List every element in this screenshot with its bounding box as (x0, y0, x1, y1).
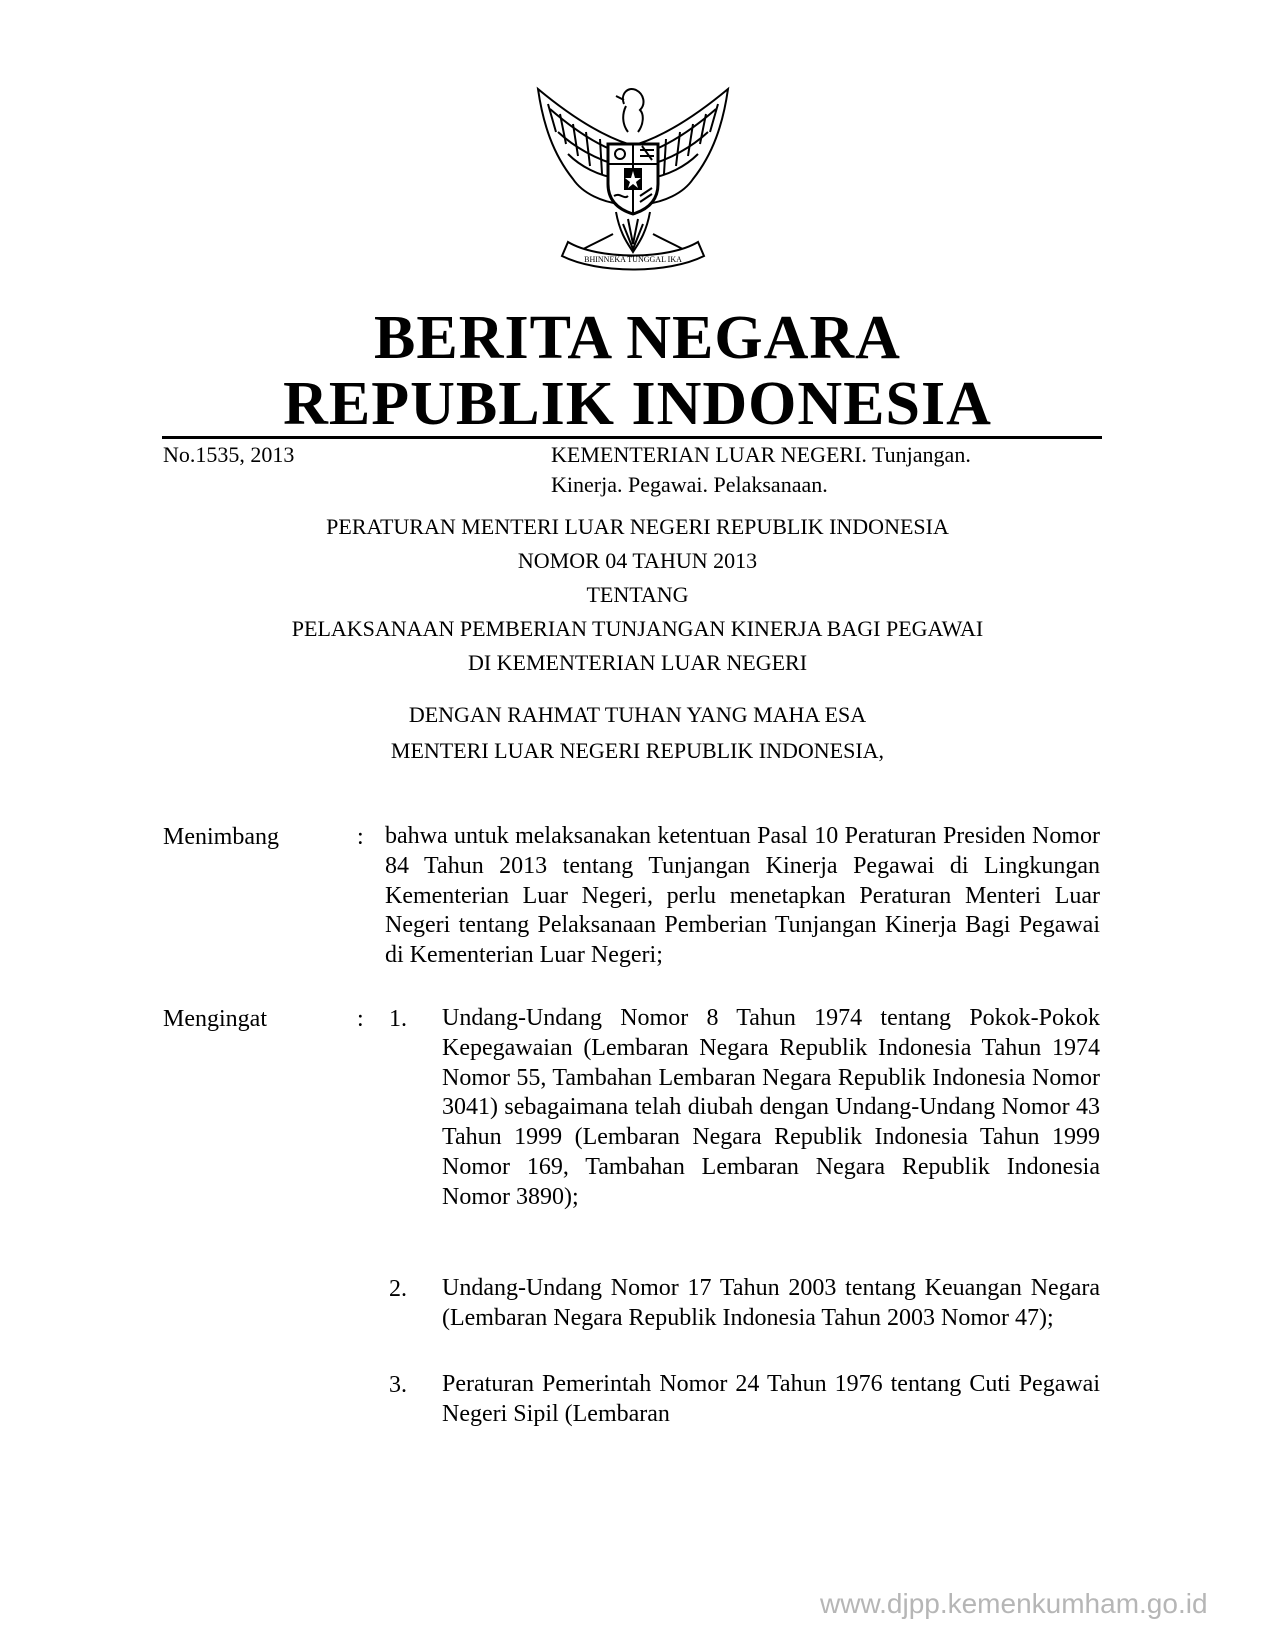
garuda-pancasila-emblem-icon (528, 84, 738, 274)
regulation-title-line2: NOMOR 04 TAHUN 2013 (517, 548, 758, 573)
recalling-item-text: Undang-Undang Nomor 8 Tahun 1974 tentang Pokok-Pokok Kepegawaian (Lembaran Negara Republik Indonesia Tahun 1974 Nomor 55, Tambahan Lembaran Negara Republik Indonesia Nomor 3041) sebagaimana telah diubah dengan Undang-Undang Nomor 43 Tahun 1999 (Lembaran Negara Republik Indonesia Tahun 1999 Nomor 169, Tambahan Lembaran Negara Republik Indonesia Nomor 3890); (442, 1005, 1100, 1210)
issue-number: No.1535, 2013 (163, 442, 295, 467)
recalling-label: Mengingat (163, 1006, 267, 1032)
recalling-colon: : (357, 1006, 364, 1032)
issue-subject-line1: KEMENTERIAN LUAR NEGERI. Tunjangan. (551, 442, 971, 467)
masthead-title-line1: BERITA NEGARA (374, 304, 901, 372)
masthead-divider (162, 436, 1102, 439)
masthead-title-line2: REPUBLIK INDONESIA (283, 370, 992, 438)
recalling-item-number: 3. (389, 1372, 407, 1398)
recalling-item-number: 2. (389, 1276, 407, 1302)
watermark-url: www.djpp.kemenkumham.go.id (820, 1588, 1208, 1619)
regulation-title-line5: DI KEMENTERIAN LUAR NEGERI (467, 650, 808, 675)
regulation-title-line3: TENTANG (586, 582, 689, 607)
preamble-line1: DENGAN RAHMAT TUHAN YANG MAHA ESA (408, 702, 867, 727)
issue-subject (551, 440, 971, 500)
recalling-item-number: 1. (389, 1006, 407, 1032)
recalling-item-text: Peraturan Pemerintah Nomor 24 Tahun 1976 tentang Cuti Pegawai Negeri Sipil (Lembaran (442, 1371, 1100, 1427)
considering-label: Menimbang (163, 824, 279, 850)
svg-text:BHINNEKA TUNGGAL IKA: BHINNEKA TUNGGAL IKA (584, 255, 682, 264)
regulation-title-line1: PERATURAN MENTERI LUAR NEGERI REPUBLIK INDONESIA (326, 514, 949, 539)
issue-subject-line2: Kinerja. Pegawai. Pelaksanaan. (551, 472, 828, 497)
considering-colon: : (357, 824, 364, 850)
considering-text: bahwa untuk melaksanakan ketentuan Pasal 10 Peraturan Presiden Nomor 84 Tahun 2013 tentang Tunjangan Kinerja Pegawai di Lingkungan Kementerian Luar Negeri, perlu menetapkan Peraturan Menteri Luar Negeri tentang Pelaksanaan Pemberian Tunjangan Kinerja Bagi Pegawai di Kementerian Luar Negeri; (385, 823, 1100, 969)
preamble-line2: MENTERI LUAR NEGERI REPUBLIK INDONESIA, (390, 738, 885, 763)
recalling-item-text: Undang-Undang Nomor 17 Tahun 2003 tentang Keuangan Negara (Lembaran Negara Republik Indonesia Tahun 2003 Nomor 47); (442, 1275, 1100, 1331)
regulation-title-line4: PELAKSANAAN PEMBERIAN TUNJANGAN KINERJA BAGI PEGAWAI (291, 616, 984, 641)
